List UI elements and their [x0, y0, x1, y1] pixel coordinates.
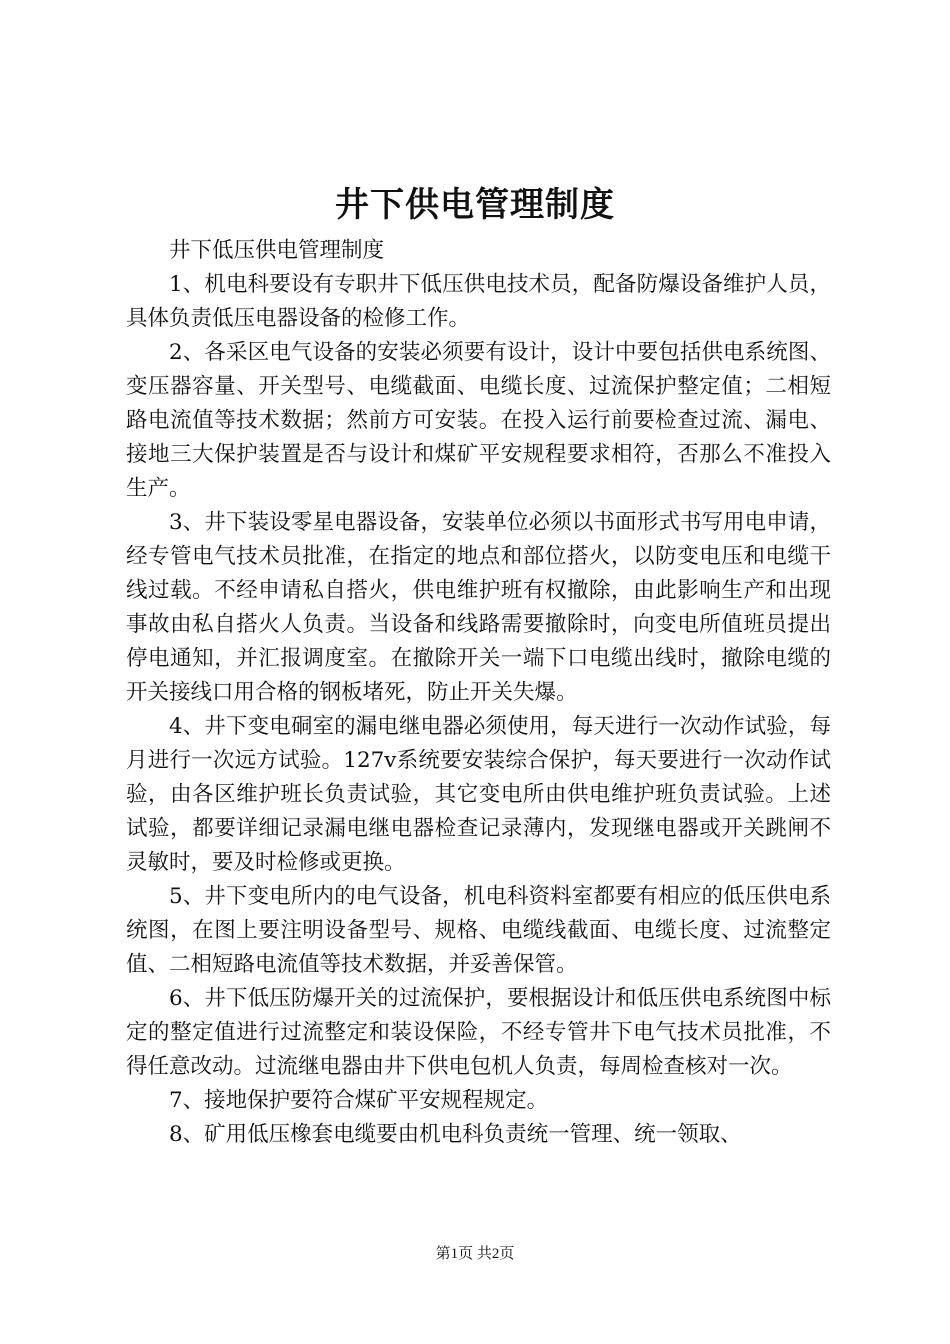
page-title: 井下供电管理制度	[335, 185, 615, 225]
page-footer: 第1页 共2页	[435, 1246, 515, 1262]
document-body	[126, 234, 831, 1152]
paragraph-6: 6、井下低压防爆开关的过流保护，要根据设计和低压供电系统图中标定的整定值进行过流整定和装设保险，不经专管井下电气技术员批准，不得任意改动。过流继电器由井下供电包机人负责，每周检查核对一次。	[126, 986, 831, 1079]
paragraph-8: 8、矿用低压橡套电缆要由机电科负责统一管理、统一领取、	[169, 1122, 742, 1147]
paragraph-4: 4、井下变电硐室的漏电继电器必须使用，每天进行一次动作试验，每月进行一次远方试验。127v系统要安装综合保护，每天要进行一次动作试验，由各区维护班长负责试验，其它变电所由供电维护班负责试验。上述试验，都要详细记录漏电继电器检查记录薄内，发现继电器或开关跳闸不灵敏时，要及时检修或更换。	[126, 714, 831, 875]
paragraph-2: 2、各采区电气设备的安装必须要有设计，设计中要包括供电系统图、变压器容量、开关型号、电缆截面、电缆长度、过流保护整定值；二相短路电流值等技术数据；然前方可安装。在投入运行前要检查过流、漏电、接地三大保护装置是否与设计和煤矿平安规程要求相符，否那么不准投入生产。	[126, 340, 831, 501]
paragraph-5: 5、井下变电所内的电气设备，机电科资料室都要有相应的低压供电系统图，在图上要注明设备型号、规格、电缆线截面、电缆长度、过流整定值、二相短路电流值等技术数据，并妥善保管。	[126, 884, 831, 977]
paragraph-7: 7、接地保护要符合煤矿平安规程规定。	[169, 1088, 549, 1113]
paragraph-1: 1、机电科要设有专职井下低压供电技术员，配备防爆设备维护人员，具体负责低压电器设备的检修工作。	[126, 272, 831, 331]
paragraph-3: 3、井下装设零星电器设备，安装单位必须以书面形式书写用电申请，经专管电气技术员批准，在指定的地点和部位搭火，以防变电压和电缆干线过载。不经申请私自搭火，供电维护班有权撤除，由此影响生产和出现事故由私自搭火人负责。当设备和线路需要撤除时，向变电所值班员提出停电通知，并汇报调度室。在撤除开关一端下口电缆出线时，撤除电缆的开关接线口用合格的钢板堵死，防止开关失爆。	[126, 510, 831, 705]
section-heading: 井下低压供电管理制度	[169, 238, 385, 263]
